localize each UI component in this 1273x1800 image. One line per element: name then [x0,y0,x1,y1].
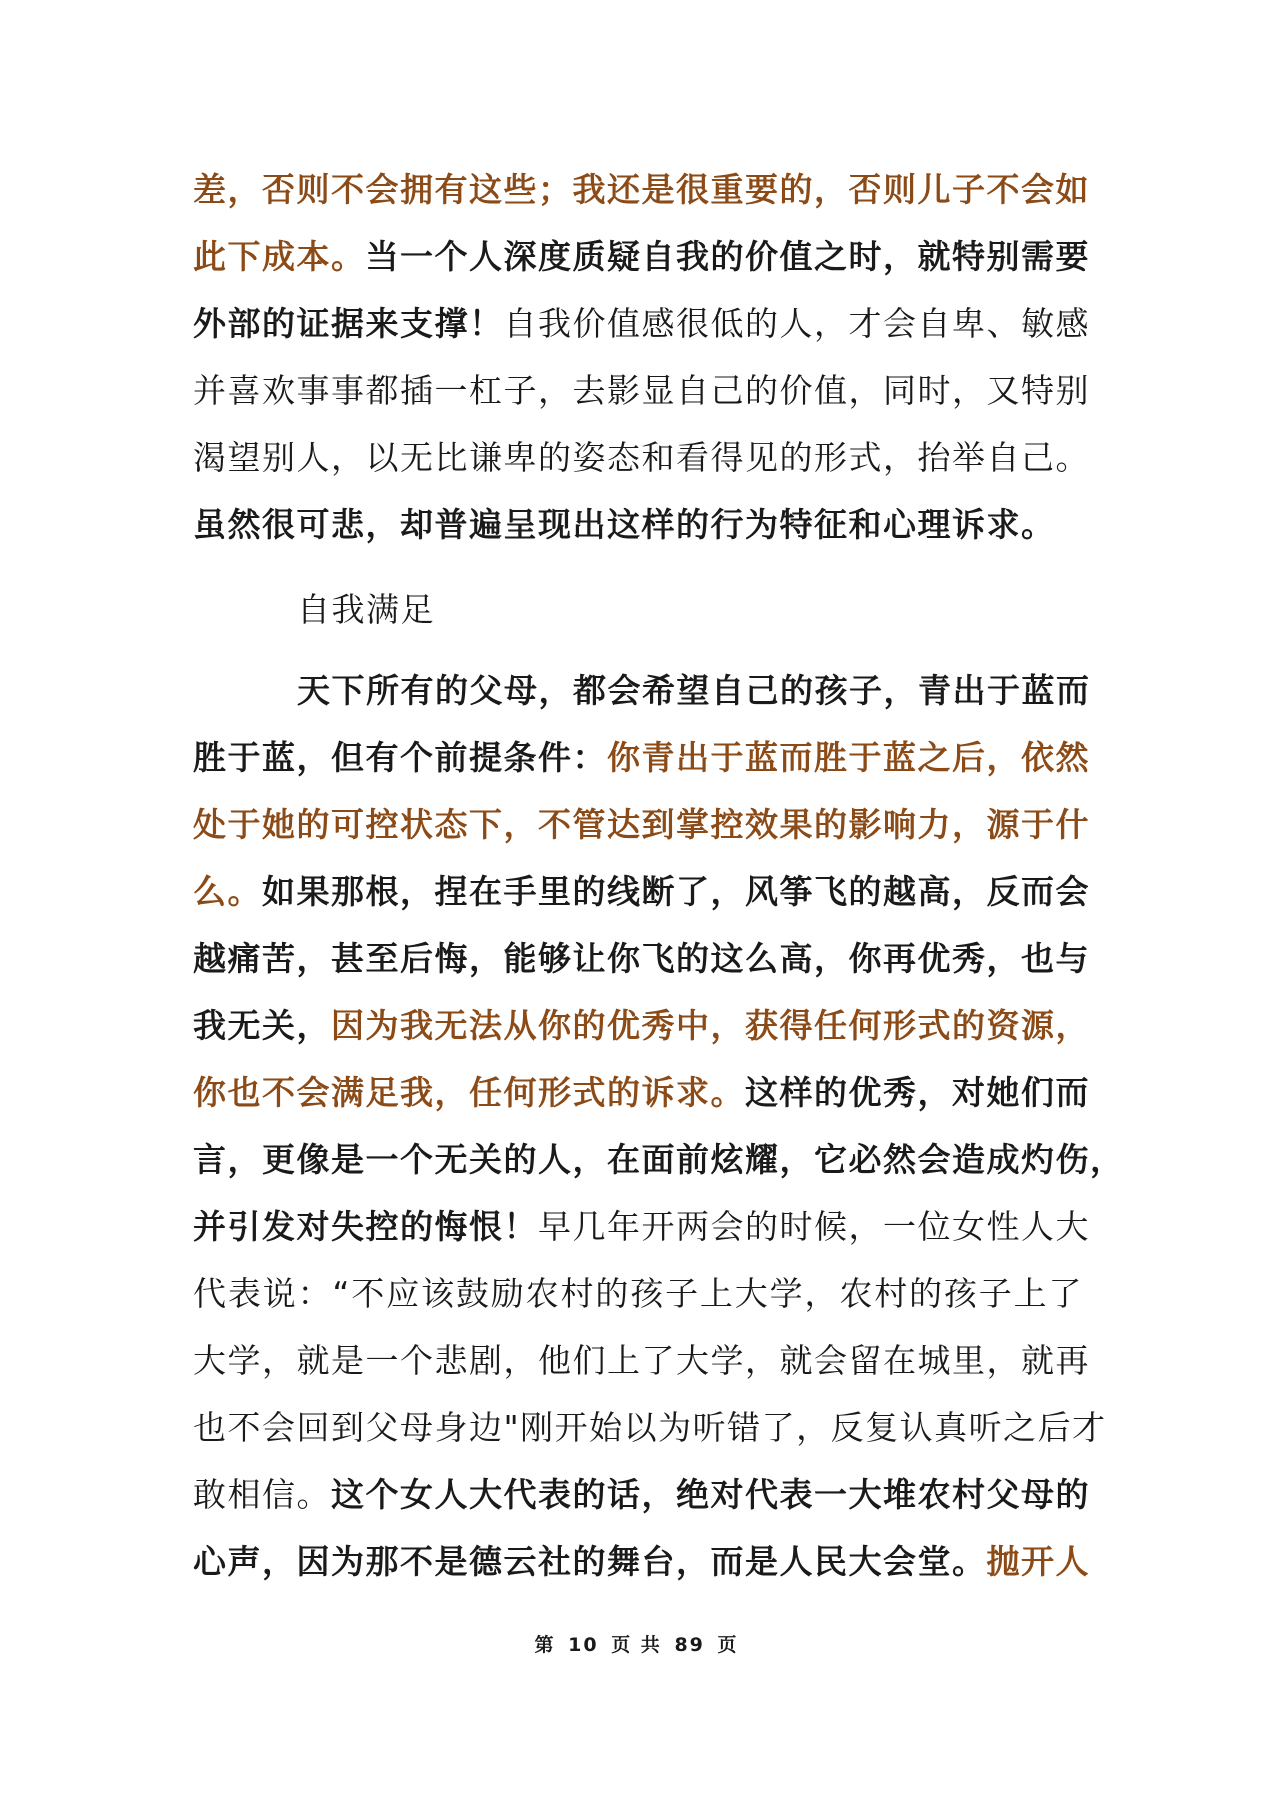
text-segment: 虽然很可悲，却普遍呈现出这样的行为特征和心理诉求。 [193,505,1056,544]
highlighted-text: 你也不会满足我，任何形式的诉求。 [193,1073,745,1112]
highlighted-text: 处于她的可控状态下，不管达到掌控效果的影响力，源于什 [193,805,1090,844]
text-line [193,1394,1107,1461]
text-segment: 外部的证据来支撑！ [193,304,504,343]
text-segment: 渴望别人，以无比谦卑的姿态和看得见的形式，抬举自己。 [193,438,1090,477]
section-heading: 自我满足 [297,590,435,629]
text-line [193,1193,1090,1260]
text-segment: 当一个人深度质疑自我的价值之时，就特别需要 [365,237,1090,276]
highlighted-text: 么。 [193,872,262,911]
text-segment: 并引发对失控的悔恨！ [193,1207,538,1246]
text-segment: 天下所有的父母，都会希望自己的孩子，青出于蓝而 [297,671,1091,710]
text-line [193,1260,1083,1327]
text-segment: 如果那根，捏在手里的线断了，风筝飞的越高，反而会 [262,872,1090,911]
text-line [193,1059,1090,1126]
text-segment: 大学，就是一个悲剧，他们上了大学，就会留在城里，就再 [193,1341,1090,1380]
highlighted-text: 你青出于蓝而胜于蓝之后，依然 [607,738,1090,777]
text-segment: 这样的优秀，对她们而 [745,1073,1090,1112]
highlighted-text: 因为我无法从你的优秀中，获得任何形式的资源， [331,1006,1090,1045]
text-line [193,424,1090,491]
highlighted-text: 此下成本。 [193,237,366,276]
page-footer [0,1630,1273,1657]
text-segment: 早几年开两会的时候，一位女性人大 [538,1207,1090,1246]
text-line [193,357,1090,424]
text-line [193,1126,1125,1193]
text-line [193,858,1090,925]
footer-middle: 页 共 [611,1634,662,1656]
highlighted-text: 差，否则不会拥有这些；我还是很重要的，否则儿子不会如 [193,170,1090,209]
text-line [193,156,1090,223]
text-segment: 也不会回到父母身边"刚开始以为听错了，反复认真听之后才 [193,1408,1107,1447]
highlighted-text: 抛开人 [986,1542,1090,1581]
footer-total-pages: 89 [674,1634,705,1656]
footer-prefix: 第 [534,1634,556,1656]
text-line [193,1327,1090,1394]
paragraph-self-satisfaction [193,657,1125,1595]
text-line [193,724,1090,791]
text-line [193,925,1090,992]
text-line [193,657,1091,724]
text-segment: 胜于蓝，但有个前提条件： [193,738,607,777]
text-line [193,223,1090,290]
text-line [193,791,1090,858]
text-line [193,290,1090,357]
text-segment: 越痛苦，甚至后悔，能够让你飞的这么高，你再优秀，也与 [193,939,1090,978]
text-line [193,1461,1090,1528]
text-segment: 心声，因为那不是德云社的舞台，而是人民大会堂。 [193,1542,987,1581]
paragraph-self-worth [193,156,1090,558]
text-segment: 自我价值感很低的人，才会自卑、敏感 [503,304,1090,343]
footer-page-number: 10 [568,1634,599,1656]
text-segment: 并喜欢事事都插一杠子，去影显自己的价值，同时，又特别 [193,371,1090,410]
text-line [193,491,1083,558]
text-segment: 言，更像是一个无关的人，在面前炫耀，它必然会造成灼伤， [193,1140,1125,1179]
text-segment: 我无关， [193,1006,331,1045]
text-line [193,992,1090,1059]
footer-suffix: 页 [717,1634,739,1656]
text-segment: 代表说：“不应该鼓励农村的孩子上大学，农村的孩子上了 [193,1274,1083,1313]
text-segment: 这个女人大代表的话，绝对代表一大堆农村父母的 [331,1475,1090,1514]
text-segment: 敢相信。 [193,1475,331,1514]
text-line [193,1528,1090,1595]
